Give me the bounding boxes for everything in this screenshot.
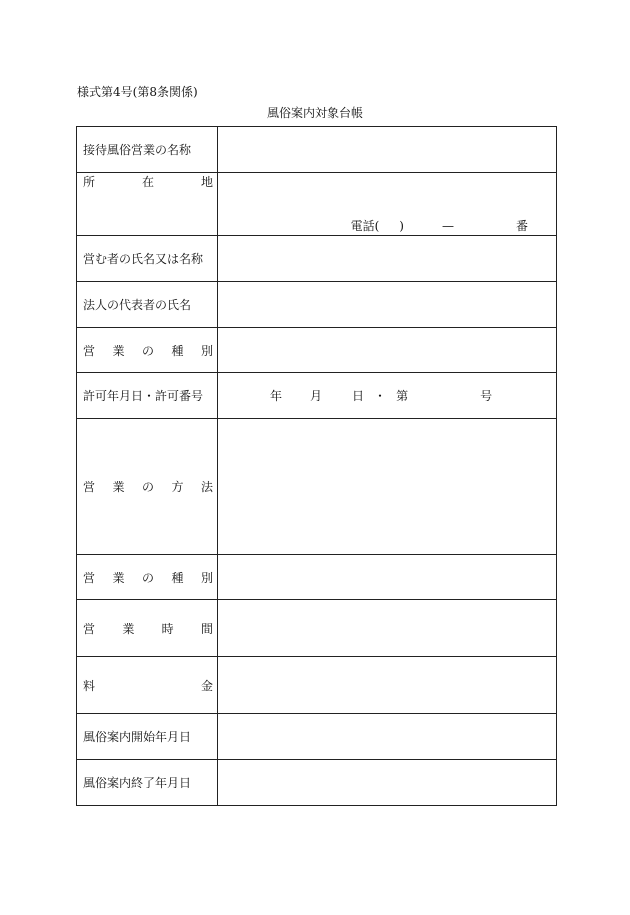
permit-line [218,387,556,404]
row-label-establishment-name: 接待風俗営業の名称 [77,127,218,173]
permit-number-label: 号 [480,389,493,403]
table-row [77,419,557,555]
permit-month-label: 月 [310,389,323,403]
table-row [77,600,557,657]
row-label-guidance-end-date: 風俗案内終了年月日 [77,760,218,806]
phone-dash: — [441,219,454,233]
table-row [77,282,557,328]
table-row [77,657,557,714]
row-label-business-type: 営 業 の 種 別 [77,328,218,373]
permit-day-label: 日 [352,389,365,403]
business-type-2-field[interactable] [218,555,557,600]
business-method-field[interactable] [218,419,557,555]
row-label-representative-name: 法人の代表者の氏名 [77,282,218,328]
row-label-location: 所 在 地 [77,173,218,236]
business-type-field[interactable] [218,328,557,373]
location-field[interactable] [218,173,557,236]
permit-dai-label: 第 [396,389,409,403]
representative-name-field[interactable] [218,282,557,328]
table-row [77,555,557,600]
row-label-operator-name: 営む者の氏名又は名称 [77,236,218,282]
register-table [76,126,557,806]
row-label-permit-date-number: 許可年月日・許可番号 [77,373,218,419]
row-label-business-hours: 営 業 時 間 [77,600,218,657]
permit-date-number-field[interactable] [218,373,557,419]
document-title: 風俗案内対象台帳 [266,106,363,120]
row-label-guidance-start-date: 風俗案内開始年月日 [77,714,218,760]
establishment-name-field[interactable] [218,127,557,173]
business-hours-field[interactable] [218,600,557,657]
table-row [77,760,557,806]
phone-close-paren: ) [399,219,404,233]
permit-year-label: 年 [270,389,283,403]
row-label-fee: 料 金 [77,657,218,714]
table-row [77,373,557,419]
row-label-business-method: 営 業 の 方 法 [77,419,218,555]
phone-label: 電話( [350,219,380,233]
table-row [77,127,557,173]
form-number-label: 様式第4号(第8条関係) [77,85,198,99]
guidance-start-date-field[interactable] [218,714,557,760]
table-row [77,236,557,282]
table-row [77,173,557,236]
table-row [77,328,557,373]
permit-separator: ・ [374,389,387,403]
fee-field[interactable] [218,657,557,714]
operator-name-field[interactable] [218,236,557,282]
phone-number-line [351,217,528,234]
phone-suffix: 番 [515,219,528,233]
table-row [77,714,557,760]
row-label-business-type-2: 営 業 の 種 別 [77,555,218,600]
guidance-end-date-field[interactable] [218,760,557,806]
